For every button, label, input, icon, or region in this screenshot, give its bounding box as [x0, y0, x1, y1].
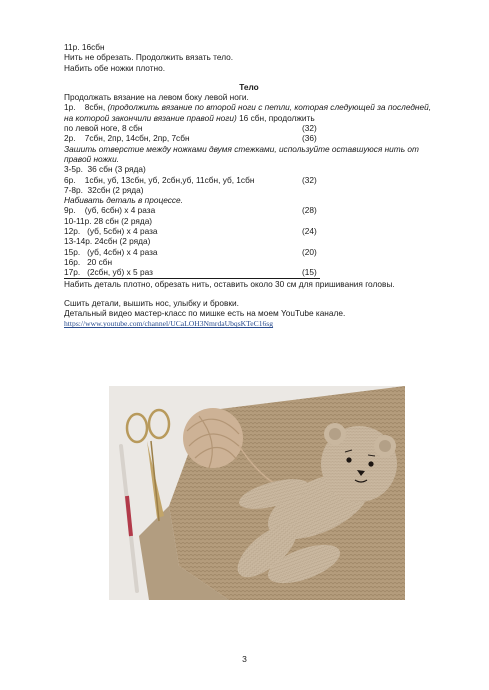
row-16 [64, 257, 434, 267]
stitch-count: (15) [302, 267, 317, 278]
sew-parts-note: Сшить детали, вышить нос, улыбку и бровки. [64, 297, 239, 308]
stitch-count: (32) [302, 123, 317, 134]
row-text: 15р. (уб, 4сбн) х 4 раза [64, 246, 158, 257]
row-text: по левой ноге, 8 сбн [64, 123, 143, 134]
stitch-count: (24) [302, 226, 317, 237]
row-15 [64, 247, 434, 257]
row-7-8 [64, 185, 434, 195]
section-title: Тело [239, 81, 259, 92]
row-2 [64, 133, 434, 143]
text-line: Набить обе ножки плотно. [64, 62, 165, 73]
row-text: 8сбн, [84, 102, 108, 113]
row-10-11 [64, 216, 434, 226]
stitch-count: (20) [302, 246, 317, 257]
row-text: 7-8р. 32сбн (2 ряда) [64, 184, 144, 195]
row-13-14 [64, 236, 434, 246]
finish-note: Набить деталь плотно, обрезать нить, оставить около 30 см для пришивания головы. [64, 278, 395, 289]
text-line: Нить не обрезать. Продолжить вязать тело. [64, 52, 234, 63]
row-6 [64, 175, 434, 185]
row-3-5 [64, 164, 434, 174]
stitch-count: (28) [302, 205, 317, 216]
row-text: 12р. (уб, 5сбн) х 4 раза [64, 226, 158, 237]
crochet-bear-photo [109, 386, 405, 600]
row-text: 10-11р. 28 сбн (2 ряда) [64, 215, 153, 226]
text-line: 11р. 16сбн [64, 42, 105, 52]
row-text: 16р. 20 сбн [64, 256, 113, 267]
row-1-end [64, 123, 434, 133]
stitch-count: (36) [302, 133, 317, 144]
text-line: Продолжать вязание на левом боку левой ноги. [64, 92, 249, 103]
sew-note: Зашить отверстие между ножками двумя стежками, используйте оставшуюся нить от правой ножки. [64, 143, 419, 164]
row-9 [64, 205, 434, 215]
row-12 [64, 226, 434, 236]
row-1 [64, 102, 434, 123]
youtube-link[interactable]: https://www.youtube.com/channel/UCaLOH3NmrdaUbqsKTeC16sg [64, 319, 274, 329]
pattern-text [64, 42, 434, 330]
row-text: 13-14р. 24сбн (2 ряда) [64, 236, 151, 247]
row-text: 9р. (уб, 6сбн) х 4 раза [64, 205, 156, 216]
row-label: 1р. [64, 102, 76, 113]
row-text-tail: 16 сбн, продолжить [236, 112, 315, 123]
row-17 [64, 267, 320, 278]
row-text: 6р. 1сбн, уб, 13сбн, уб, 2сбн,уб, 11сбн, уб, 1сбн [64, 174, 255, 185]
stitch-count: (32) [302, 174, 317, 185]
row-text: 17р. (2сбн, уб) х 5 раз [64, 267, 153, 278]
row-text: 3-5р. 36 сбн (3 ряда) [64, 164, 146, 175]
page-number: 3 [242, 654, 247, 664]
row-note: (продолжить вязание по второй ноги с петли, которая следующей за последней, на которой закончили вязание правой ноги) [64, 102, 432, 123]
video-note: Детальный видео мастер-класс по мишке есть на моем YouTube канале. [64, 308, 346, 319]
row-text: 2р. 7сбн, 2пр, 14сбн, 2пр, 7сбн [64, 133, 190, 144]
stuff-note: Набивать деталь в процессе. [64, 195, 183, 206]
